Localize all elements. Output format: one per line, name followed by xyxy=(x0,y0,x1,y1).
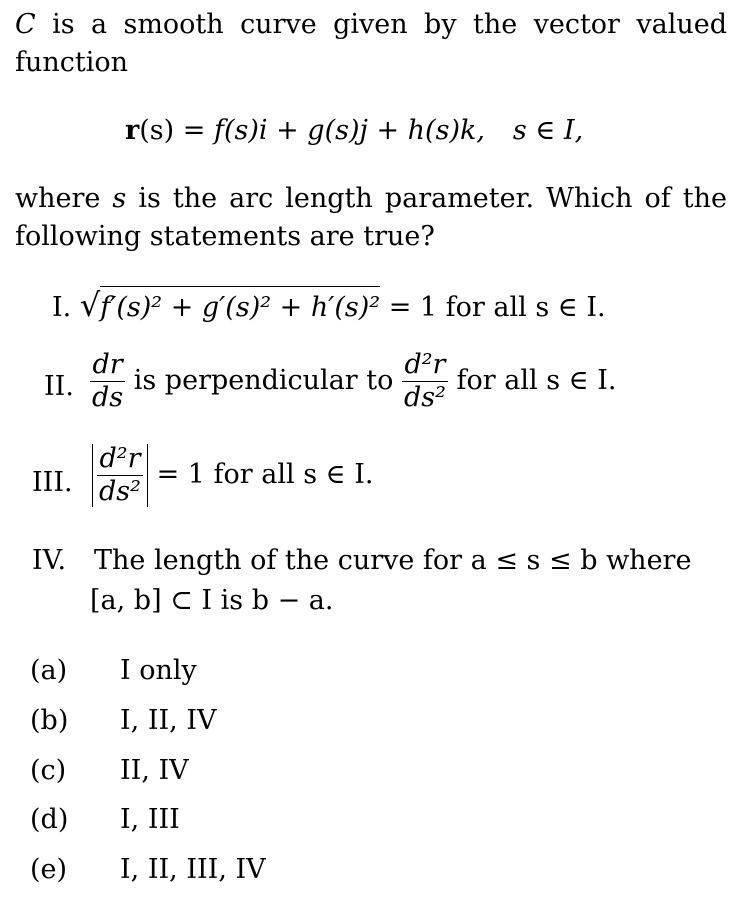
statement-3-numeral: III. xyxy=(32,467,73,498)
frac-denominator: ds² xyxy=(403,382,446,413)
statement-4-numeral: IV. xyxy=(32,545,67,576)
where-variable: s xyxy=(112,183,127,214)
statement-2-numeral: II. xyxy=(44,371,74,402)
option-e[interactable] xyxy=(30,851,266,889)
statement-1-sqrt xyxy=(80,286,380,327)
where-text-1: where xyxy=(15,183,101,214)
frac-numerator: d²r xyxy=(404,349,446,380)
frac-numerator: d²r xyxy=(99,443,141,474)
statement-3-rest: = 1 for all s ∈ I. xyxy=(156,459,374,490)
option-e-text: I, II, III, IV xyxy=(120,854,266,885)
statement-3 xyxy=(92,444,373,507)
statement-1-sqrt-content: f′(s)² + g′(s)² + h′(s)² xyxy=(100,286,380,327)
intro-text: is a smooth curve given by the vector valued function xyxy=(15,9,727,78)
option-a-label: (a) xyxy=(30,655,68,686)
statement-1 xyxy=(52,286,606,327)
statement-2-middle: is perpendicular to xyxy=(133,365,394,396)
curve-symbol: C xyxy=(15,9,36,40)
equation-lhs-arg: (s) = xyxy=(139,115,214,146)
option-a-text: I only xyxy=(120,655,197,686)
question-prompt xyxy=(15,180,727,256)
where-text-2: is the arc length parameter. Which of the following statements are true? xyxy=(15,183,727,252)
option-c-label: (c) xyxy=(30,755,67,786)
option-e-label: (e) xyxy=(30,854,68,885)
statement-3-frac xyxy=(97,444,143,507)
frac-denominator: ds xyxy=(92,382,124,413)
equation-rhs: f(s)i + g(s)j + h(s)k, xyxy=(213,115,485,146)
option-c-text: II, IV xyxy=(120,755,189,786)
sqrt-symbol: √ xyxy=(79,286,101,324)
option-d-text: I, III xyxy=(120,804,180,835)
option-c[interactable] xyxy=(30,752,189,790)
statement-1-rest: = 1 for all s ∈ I. xyxy=(388,292,606,323)
statement-1-numeral: I. xyxy=(52,292,72,323)
question-intro xyxy=(15,6,727,82)
option-d-label: (d) xyxy=(30,804,69,835)
statement-2-frac-d2r-ds2 xyxy=(402,350,448,413)
option-d[interactable] xyxy=(30,801,180,839)
option-b-text: I, II, IV xyxy=(120,705,217,736)
statement-2-frac-dr-ds xyxy=(90,350,125,413)
frac-denominator: ds² xyxy=(99,476,141,507)
frac-numerator: dr xyxy=(92,349,123,380)
statement-2-rest: for all s ∈ I. xyxy=(456,365,617,396)
statement-4-line-2: [a, b] ⊂ I is b − a. xyxy=(90,585,334,616)
statement-3-abs xyxy=(92,444,148,507)
option-b-label: (b) xyxy=(30,705,69,736)
statement-2 xyxy=(90,350,617,413)
equation-domain: s ∈ I, xyxy=(512,115,584,146)
option-b[interactable] xyxy=(30,702,217,740)
statement-4-line-1: The length of the curve for a ≤ s ≤ b where xyxy=(94,545,692,576)
vector-function-equation xyxy=(125,112,583,150)
option-a[interactable] xyxy=(30,652,197,690)
vector-r: r xyxy=(125,115,140,146)
